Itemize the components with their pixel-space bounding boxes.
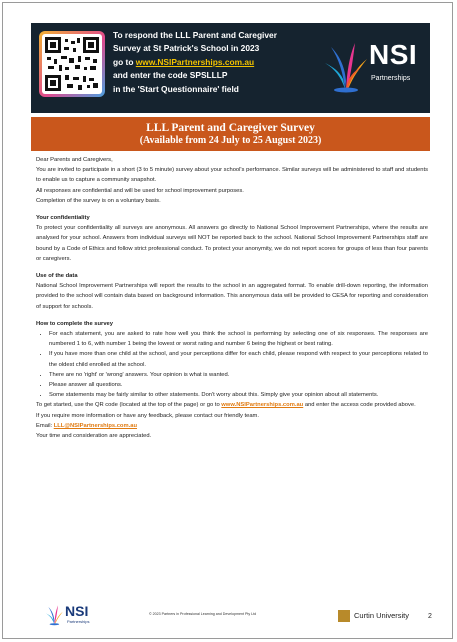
get-started-suffix: and enter the access code provided above. — [303, 402, 416, 409]
instruction-item: • There are no 'right' or 'wrong' answers. Your opinion is what is wanted. — [49, 370, 428, 380]
use-of-data-paragraph: National School Improvement Partnerships will report the results to the school in an aggregated format. To enable drill-down reporting, the information provided to the school will contain data based on background information. This anonymous data will be provided to CESA for reporting and consideration of support for schools. — [36, 283, 428, 310]
nsi-splash-icon — [321, 37, 369, 97]
footer-nsi-logo — [43, 603, 103, 629]
qr-code[interactable] — [39, 31, 105, 97]
instruction-item: • If you have more than one child at the school, and your perceptions differ for each child, please respond with respect to your perceptions related to the oldest child enrolled at the school. — [49, 349, 428, 369]
page-footer — [3, 603, 452, 633]
qr-code-inner — [42, 34, 102, 94]
email-link[interactable]: LLL@NSIPartnerships.com.au — [53, 422, 138, 429]
how-to-heading: How to complete the survey — [36, 320, 113, 327]
survey-title-bar — [31, 117, 430, 151]
survey-title: LLL Parent and Caregiver Survey — [146, 122, 315, 134]
banner-line-4: and enter the code SPSLLLP — [113, 70, 228, 81]
nsi-logo-word: NSI — [369, 39, 418, 70]
intro-paragraph-2: All responses are confidential and will be used for school improvement purposes. — [36, 187, 244, 194]
banner-url-link[interactable]: www.NSIPartnerships.com.au — [135, 56, 255, 67]
thanks-line: Your time and consideration are appreciated. — [36, 433, 152, 440]
letter-body — [36, 155, 428, 441]
instruction-item: • Some statements may be fairly similar to other statements. Don't worry about this. Simply give your opinion about all statements. — [49, 390, 428, 400]
instruction-item: • For each statement, you are asked to rate how well you think the school is performing by selecting one of six responses. The responses are numbered 1 to 6, with number 1 being the lowest or worst rating and number 6 being the highest or best rating. — [49, 329, 428, 349]
confidentiality-paragraph: To protect your confidentiality all surveys are anonymous. All answers go directly to National School Improvement Partnerships, where the results are analysed for your school. Answers from individual surveys will NOT be reported back to the school. National School Improvement Partnerships staff are bound by a Code of Ethics and follow strict professional conduct. To protect your anonymity, we do not report scores for groups of less than four parents or caregivers. — [36, 225, 428, 262]
instruction-item: • Please answer all questions. — [49, 380, 428, 390]
banner-line-1: To respond the LLL Parent and Caregiver — [113, 30, 277, 40]
get-started-prefix: To get started, use the QR code (located at the top of the page) or go to — [36, 402, 222, 409]
qr-code-icon — [45, 37, 99, 91]
curtin-logo-text: Curtin University — [354, 611, 410, 620]
footer-nsi-splash-icon — [43, 603, 65, 627]
banner-line-5: in the 'Start Questionnaire' field — [113, 83, 239, 94]
curtin-crest-icon — [338, 610, 350, 622]
greeting: Dear Parents and Caregivers, — [36, 157, 113, 163]
curtin-university-logo — [338, 609, 418, 623]
nsi-logo-sub: Partnerships — [371, 75, 411, 82]
email-line — [36, 421, 428, 431]
survey-availability: (Available from 24 July to 25 August 2023) — [139, 135, 322, 146]
intro-paragraph-1: You are invited to participate in a short (3 to 5 minute) survey about your school's performance. Similar surveys will be administered to staff and students to enable us to capture a community snapshot. — [36, 167, 428, 184]
confidentiality-heading: Your confidentiality — [36, 215, 90, 222]
intro-paragraph-3: Completion of the survey is on a voluntary basis. — [36, 197, 161, 204]
website-link[interactable]: www.NSIPartnerships.com.au — [221, 402, 304, 409]
banner-line-2: Survey at St Patrick's School in 2023 — [113, 43, 260, 54]
feedback-paragraph: If you require more information or have any feedback, please contact our friendly team. — [36, 412, 259, 419]
get-started-paragraph — [36, 400, 428, 410]
document-page — [2, 2, 453, 639]
email-label: Email: — [36, 422, 54, 429]
footer-logo-sub: Partnerships — [67, 619, 90, 624]
banner-line-3 — [113, 56, 323, 69]
nsi-partnerships-logo — [321, 37, 416, 97]
survey-banner — [31, 23, 430, 113]
banner-instructions — [113, 29, 323, 96]
footer-logo-word: NSI — [65, 603, 89, 619]
use-of-data-heading: Use of the data — [36, 273, 78, 280]
instructions-list — [36, 329, 428, 400]
copyright-notice: © 2023 Partners in Professional Learning and Development Pty Ltd — [149, 612, 257, 616]
banner-go-to: go to — [113, 56, 136, 67]
page-number: 2 — [428, 613, 432, 620]
